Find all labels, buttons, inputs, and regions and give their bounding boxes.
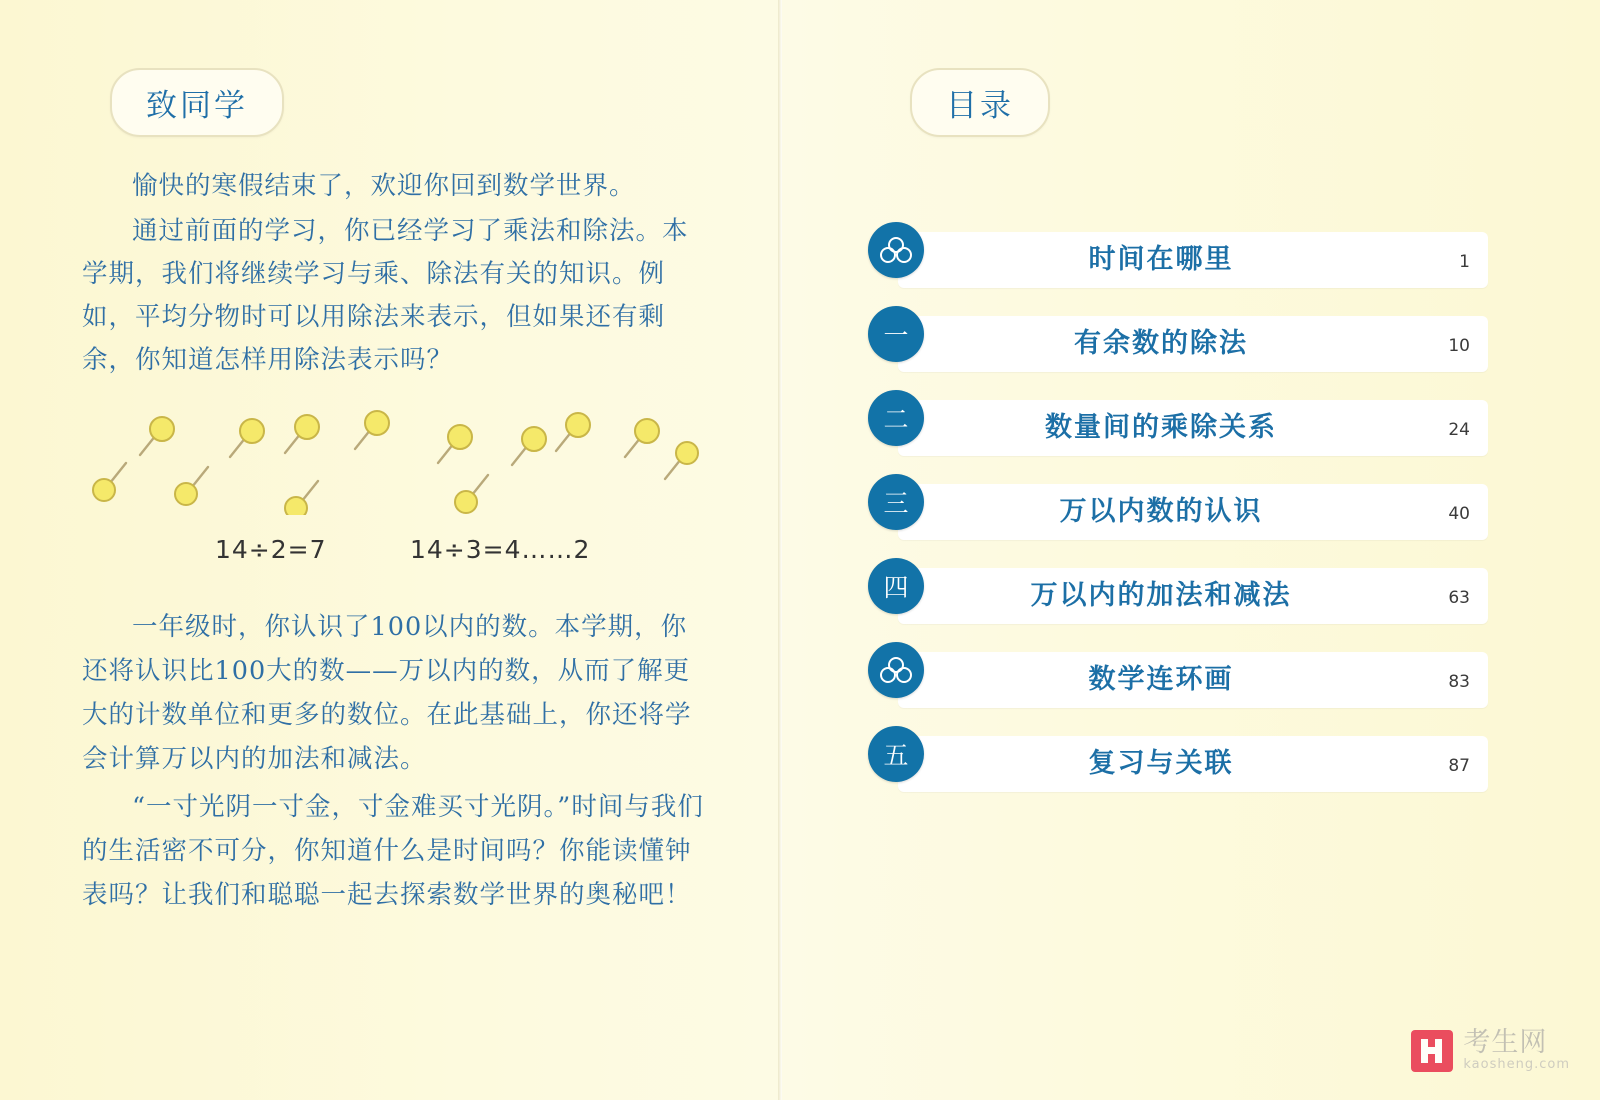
toc-label: 复习与关联: [1088, 748, 1234, 779]
toc-page-number: 83: [1448, 672, 1470, 692]
toc-row[interactable]: [868, 474, 1488, 558]
toc-row[interactable]: [868, 222, 1488, 306]
page-title-right: 目录: [910, 68, 1050, 137]
watermark-text: 考生网: [1463, 1027, 1548, 1058]
toc-page-number: 1: [1459, 252, 1470, 272]
intro-paragraphs-2: [82, 605, 707, 921]
toc-badge-number: 四: [868, 558, 924, 614]
toc-page-number: 40: [1448, 504, 1470, 524]
toc-label: 时间在哪里: [1088, 244, 1234, 275]
toc-badge-number: 三: [868, 474, 924, 530]
toc-row[interactable]: [868, 390, 1488, 474]
toc-page-number: 24: [1448, 420, 1470, 440]
toc-badge-number: 五: [868, 726, 924, 782]
paragraph-2: 通过前面的学习，你已经学习了乘法和除法。本学期，我们将继续学习与乘、除法有关的知识。例如，平均分物时可以用除法来表示，但如果还有剩余，你知道怎样用除法表示吗？: [82, 216, 689, 375]
right-page: [780, 0, 1600, 1100]
left-page: [0, 0, 780, 1100]
toc-row[interactable]: [868, 306, 1488, 390]
equation-right: 14÷3=4……2: [410, 535, 591, 564]
paragraph-1: 愉快的寒假结束了，欢迎你回到数学世界。: [132, 171, 636, 201]
toc-row[interactable]: [868, 726, 1488, 810]
equation-left: 14÷2=7: [215, 535, 327, 564]
page-title-left: 致同学: [110, 68, 284, 137]
intro-paragraphs: [82, 165, 707, 384]
paragraph-4: “一寸光阴一寸金，寸金难买寸光阴。”时间与我们的生活密不可分，你知道什么是时间吗？你能读懂钟表吗？让我们和聪聪一起去探索数学世界的奥秘吧！: [82, 792, 704, 910]
toc-row[interactable]: [868, 642, 1488, 726]
toc-badge-number: 二: [868, 390, 924, 446]
toc-row[interactable]: [868, 558, 1488, 642]
lollipop-illustration: [80, 405, 710, 515]
toc-label: 数学连环画: [1088, 664, 1234, 695]
toc-page-number: 63: [1448, 588, 1470, 608]
toc-label: 万以内的加法和减法: [1030, 580, 1292, 611]
toc-label: 有余数的除法: [1074, 328, 1248, 359]
toc-page-number: 10: [1448, 336, 1470, 356]
toc-label: 万以内数的认识: [1059, 496, 1263, 527]
toc-page-number: 87: [1448, 756, 1470, 776]
toc-label: 数量间的乘除关系: [1045, 412, 1277, 443]
toc-badge-cloud-icon: [868, 222, 924, 278]
paragraph-3: 一年级时，你认识了100以内的数。本学期，你还将认识比100大的数——万以内的数，从而了解更大的计数单位和更多的数位。在此基础上，你还将学会计算万以内的加法和减法。: [82, 612, 692, 774]
toc-badge-number: 一: [868, 306, 924, 362]
toc-badge-cloud-icon: [868, 642, 924, 698]
watermark: [1411, 1029, 1570, 1072]
watermark-url: kaosheng.com: [1463, 1057, 1570, 1072]
book-spine: [778, 0, 782, 1100]
watermark-logo-icon: [1411, 1030, 1453, 1072]
table-of-contents: [868, 222, 1488, 810]
